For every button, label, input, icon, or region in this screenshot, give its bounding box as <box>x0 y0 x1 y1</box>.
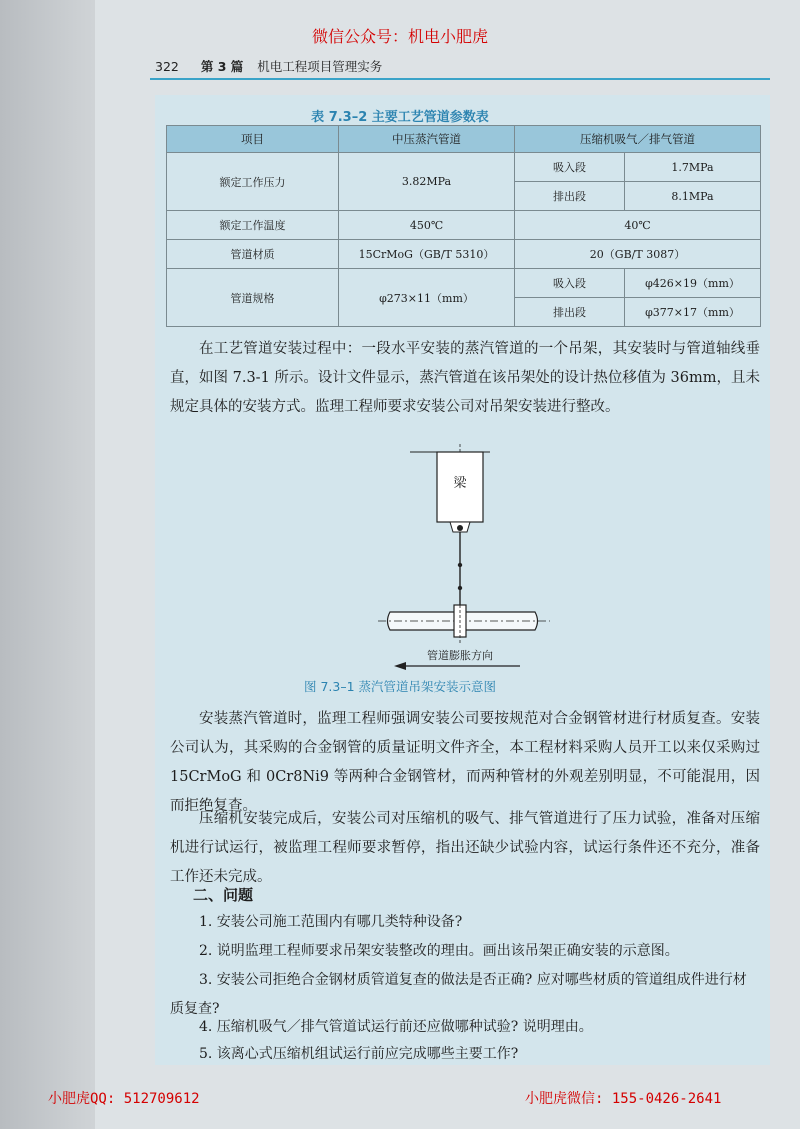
cell-suction-label: 吸入段 <box>515 153 625 182</box>
col-header-compressor: 压缩机吸气／排气管道 <box>515 126 761 153</box>
row-label-spec: 管道规格 <box>167 269 339 327</box>
row-label-material: 管道材质 <box>167 240 339 269</box>
cell-suction-spec: φ426×19（mm） <box>625 269 761 298</box>
pipe-parameter-table <box>166 125 761 327</box>
table-row <box>167 211 761 240</box>
section-title: 机电工程项目管理实务 <box>257 59 383 74</box>
watermark-top: 微信公众号：机电小肥虎 <box>311 27 488 46</box>
cell-discharge-label: 排出段 <box>515 182 625 211</box>
beam-label: 梁 <box>453 476 467 491</box>
expansion-arrow-head <box>394 662 406 670</box>
col-header-item: 项目 <box>167 126 339 153</box>
page-number: 322 <box>155 59 179 74</box>
question-item: 3. 安装公司拒绝合金钢材质管道复查的做法是否正确? 应对哪些材质的管道组成件进行材质复查? <box>170 972 747 1017</box>
paragraph-material-recheck: 安装蒸汽管道时，监理工程师强调安装公司要按规范对合金钢管材进行材质复查。安装公司认为，其采购的合金钢管的质量证明文件齐全，本工程材料采购人员开工以来仅采购过 15CrMoG 和 0Cr8Ni9 等两种合金钢管材，而两种管材的外观差别明显，不可能混用，因而拒绝复查。 <box>170 711 760 814</box>
rod-nut-2 <box>458 586 462 590</box>
cell-discharge-spec: φ377×17（mm） <box>625 298 761 327</box>
table-title: 表 7.3–2 主要工艺管道参数表 <box>311 110 489 125</box>
cell-suction-pressure: 1.7MPa <box>625 153 761 182</box>
row-label-temperature: 额定工作温度 <box>167 211 339 240</box>
cell-compressor-material: 20（GB/T 3087） <box>515 240 761 269</box>
cell-discharge-label: 排出段 <box>515 298 625 327</box>
part-label: 第 3 篇 <box>200 59 244 74</box>
expansion-direction-label: 管道膨胀方向 <box>427 649 493 662</box>
questions-heading: 二、问题 <box>193 886 254 904</box>
question-item: 2. 说明监理工程师要求吊架安装整改的理由。画出该吊架正确安装的示意图。 <box>199 943 679 959</box>
hanger-installation-diagram <box>370 440 570 670</box>
question-item: 4. 压缩机吸气／排气管道试运行前还应做哪种试验? 说明理由。 <box>199 1019 593 1035</box>
paragraph-compressor-test: 压缩机安装完成后，安装公司对压缩机的吸气、排气管道进行了压力试验，准备对压缩机进行试运行，被监理工程师要求暂停，指出还缺少试验内容，试运行条件还不充分，准备工作还未完成。 <box>170 811 760 885</box>
question-item: 1. 安装公司施工范围内有哪几类特种设备? <box>199 914 463 930</box>
table-row <box>167 269 761 298</box>
figure-caption: 图 7.3–1 蒸汽管道吊架安装示意图 <box>303 679 497 694</box>
cell-discharge-pressure: 8.1MPa <box>625 182 761 211</box>
cell-compressor-temperature: 40℃ <box>515 211 761 240</box>
cell-steam-material: 15CrMoG（GB/T 5310） <box>339 240 515 269</box>
rod-nut-1 <box>458 563 462 567</box>
header-rule <box>150 78 770 80</box>
cell-steam-pressure: 3.82MPa <box>339 153 515 211</box>
running-header <box>155 57 382 75</box>
question-item: 5. 该离心式压缩机组试运行前应完成哪些主要工作? <box>199 1046 519 1062</box>
watermark-wechat: 小肥虎微信: 155-0426-2641 <box>525 1091 722 1107</box>
paragraph-hanger-issue: 在工艺管道安装过程中：一段水平安装的蒸汽管道的一个吊架，其安装时与管道轴线垂直，如图 7.3-1 所示。设计文件显示，蒸汽管道在该吊架处的设计热位移值为 36mm，且未规定具体的安装方式。监理工程师要求安装公司对吊架安装进行整改。 <box>170 341 760 415</box>
cell-steam-temperature: 450℃ <box>339 211 515 240</box>
table-row <box>167 153 761 182</box>
row-label-pressure: 额定工作压力 <box>167 153 339 211</box>
table-header-row <box>167 126 761 153</box>
col-header-steam: 中压蒸汽管道 <box>339 126 515 153</box>
table-row <box>167 240 761 269</box>
watermark-qq: 小肥虎QQ: 512709612 <box>48 1091 200 1107</box>
lug-pin <box>457 525 463 531</box>
cell-suction-label: 吸入段 <box>515 269 625 298</box>
cell-steam-spec: φ273×11（mm） <box>339 269 515 327</box>
